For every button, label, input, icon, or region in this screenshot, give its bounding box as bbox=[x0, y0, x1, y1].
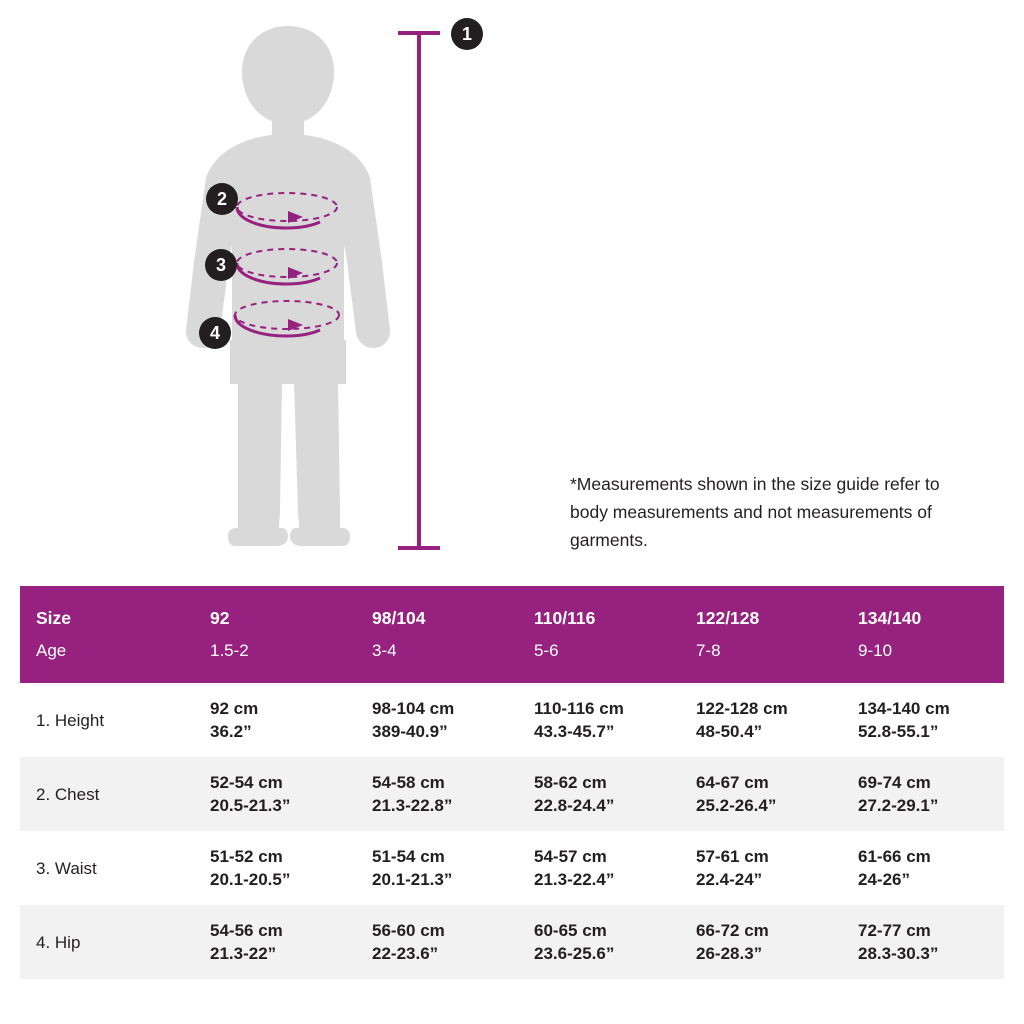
value-in: 27.2-29.1” bbox=[858, 796, 939, 815]
cell-hip-2 bbox=[518, 905, 680, 979]
measurement-footnote: *Measurements shown in the size guide refer to body measurements and not measurements of garments. bbox=[570, 474, 940, 550]
cell-chest-2 bbox=[518, 757, 680, 831]
header-cell-age-0: 1.5-2 bbox=[194, 635, 356, 683]
header-cell-age-label: Age bbox=[20, 635, 194, 683]
header-cell-size-3: 122/128 bbox=[680, 586, 842, 635]
cell-hip-4 bbox=[842, 905, 1004, 979]
value-cm: 52-54 cm bbox=[210, 773, 283, 792]
row-label-waist: 3. Waist bbox=[20, 831, 194, 905]
value-cm: 92 cm bbox=[210, 699, 259, 718]
callout-badge-hip: 4 bbox=[199, 317, 231, 349]
child-silhouette-icon bbox=[186, 26, 390, 546]
cell-waist-4 bbox=[842, 831, 1004, 905]
table-row bbox=[20, 683, 1004, 757]
value-cm: 69-74 cm bbox=[858, 773, 931, 792]
header-cell-size-label: Size bbox=[20, 586, 194, 635]
value-in: 20.5-21.3” bbox=[210, 796, 291, 815]
header-cell-age-4: 9-10 bbox=[842, 635, 1004, 683]
header-cell-age-3: 7-8 bbox=[680, 635, 842, 683]
cell-hip-0 bbox=[194, 905, 356, 979]
value-in: 23.6-25.6” bbox=[534, 944, 615, 963]
cell-waist-1 bbox=[356, 831, 518, 905]
value-in: 43.3-45.7” bbox=[534, 722, 615, 741]
cell-chest-0 bbox=[194, 757, 356, 831]
value-in: 21.3-22” bbox=[210, 944, 277, 963]
value-cm: 61-66 cm bbox=[858, 847, 931, 866]
cell-waist-0 bbox=[194, 831, 356, 905]
callout-badge-height: 1 bbox=[451, 18, 483, 50]
height-measure-line bbox=[398, 33, 440, 548]
value-cm: 60-65 cm bbox=[534, 921, 607, 940]
value-in: 22.8-24.4” bbox=[534, 796, 615, 815]
value-cm: 110-116 cm bbox=[534, 699, 624, 718]
value-cm: 72-77 cm bbox=[858, 921, 931, 940]
cell-height-4 bbox=[842, 683, 1004, 757]
header-cell-age-2: 5-6 bbox=[518, 635, 680, 683]
value-cm: 54-56 cm bbox=[210, 921, 283, 940]
table-row bbox=[20, 757, 1004, 831]
value-in: 36.2” bbox=[210, 722, 252, 741]
table-header-age-row bbox=[20, 635, 1004, 683]
value-cm: 51-54 cm bbox=[372, 847, 445, 866]
header-cell-size-4: 134/140 bbox=[842, 586, 1004, 635]
size-table-container bbox=[20, 586, 1004, 979]
value-cm: 54-58 cm bbox=[372, 773, 445, 792]
cell-height-3 bbox=[680, 683, 842, 757]
callout-badge-chest: 2 bbox=[206, 183, 238, 215]
row-label-hip: 4. Hip bbox=[20, 905, 194, 979]
value-cm: 122-128 cm bbox=[696, 699, 788, 718]
cell-height-1 bbox=[356, 683, 518, 757]
value-in: 389-40.9” bbox=[372, 722, 448, 741]
value-in: 21.3-22.8” bbox=[372, 796, 453, 815]
cell-waist-3 bbox=[680, 831, 842, 905]
callout-badge-waist: 3 bbox=[205, 249, 237, 281]
table-row bbox=[20, 905, 1004, 979]
value-cm: 51-52 cm bbox=[210, 847, 283, 866]
cell-chest-4 bbox=[842, 757, 1004, 831]
value-cm: 64-67 cm bbox=[696, 773, 769, 792]
size-table bbox=[20, 586, 1004, 979]
header-cell-size-2: 110/116 bbox=[518, 586, 680, 635]
value-in: 28.3-30.3” bbox=[858, 944, 939, 963]
value-cm: 98-104 cm bbox=[372, 699, 455, 718]
cell-height-2 bbox=[518, 683, 680, 757]
cell-chest-3 bbox=[680, 757, 842, 831]
header-cell-size-1: 98/104 bbox=[356, 586, 518, 635]
cell-waist-2 bbox=[518, 831, 680, 905]
value-in: 26-28.3” bbox=[696, 944, 763, 963]
value-cm: 56-60 cm bbox=[372, 921, 445, 940]
value-cm: 54-57 cm bbox=[534, 847, 607, 866]
cell-hip-3 bbox=[680, 905, 842, 979]
value-in: 48-50.4” bbox=[696, 722, 763, 741]
value-cm: 58-62 cm bbox=[534, 773, 607, 792]
table-row bbox=[20, 831, 1004, 905]
value-in: 20.1-21.3” bbox=[372, 870, 453, 889]
value-cm: 134-140 cm bbox=[858, 699, 950, 718]
value-in: 20.1-20.5” bbox=[210, 870, 291, 889]
cell-chest-1 bbox=[356, 757, 518, 831]
cell-hip-1 bbox=[356, 905, 518, 979]
value-in: 22-23.6” bbox=[372, 944, 439, 963]
row-label-chest: 2. Chest bbox=[20, 757, 194, 831]
value-in: 21.3-22.4” bbox=[534, 870, 615, 889]
value-in: 24-26” bbox=[858, 870, 910, 889]
cell-height-0 bbox=[194, 683, 356, 757]
value-in: 22.4-24” bbox=[696, 870, 763, 889]
header-cell-size-0: 92 bbox=[194, 586, 356, 635]
table-header-size-row bbox=[20, 586, 1004, 635]
value-in: 25.2-26.4” bbox=[696, 796, 777, 815]
row-label-height: 1. Height bbox=[20, 683, 194, 757]
header-cell-age-1: 3-4 bbox=[356, 635, 518, 683]
value-cm: 66-72 cm bbox=[696, 921, 769, 940]
value-cm: 57-61 cm bbox=[696, 847, 769, 866]
value-in: 52.8-55.1” bbox=[858, 722, 939, 741]
